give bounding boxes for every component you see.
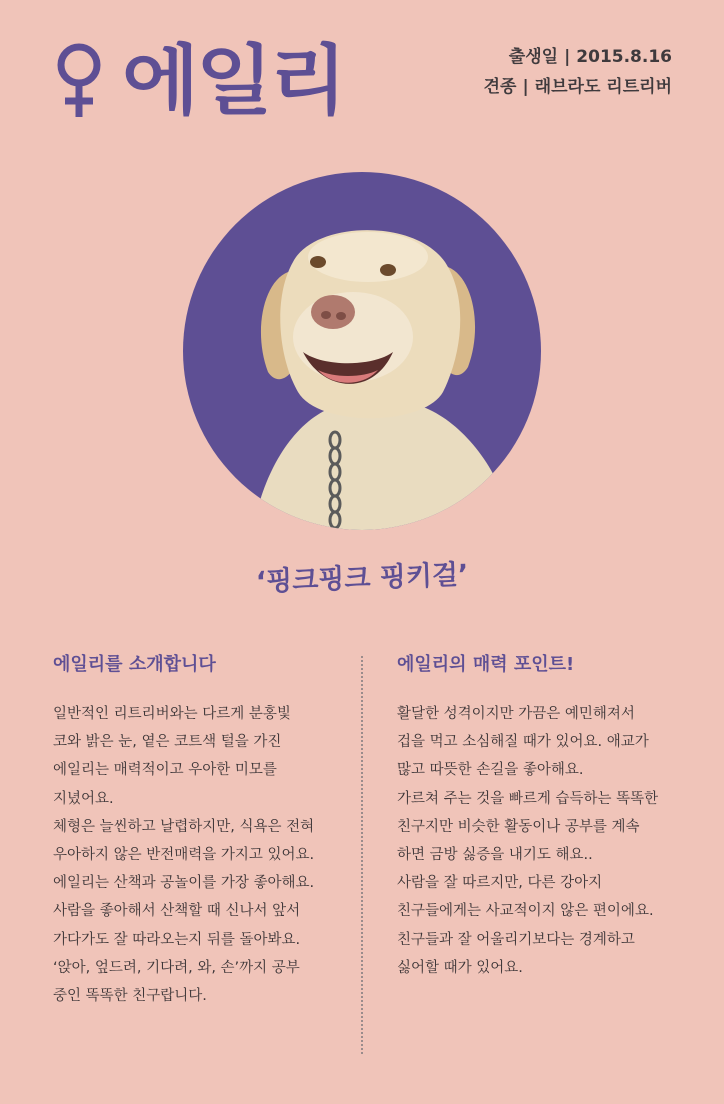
birth-value: 2015.8.16	[576, 47, 672, 67]
charm-heading: 에일리의 매력 포인트!	[397, 654, 575, 675]
charm-line: 겁을 먹고 소심해질 때가 있어요. 애교가	[397, 734, 649, 751]
nickname: ‘핑크핑크 핑키걸’	[255, 559, 469, 598]
intro-line: 에일리는 산책과 공놀이를 가장 좋아해요.	[53, 875, 315, 892]
intro-line: 중인 똑똑한 친구랍니다.	[53, 988, 207, 1005]
breed-value: 래브라도 리트리버	[534, 77, 672, 97]
intro-line: 가다가도 잘 따라오는지 뒤를 돌아봐요.	[53, 931, 301, 948]
birth-label: 출생일	[508, 47, 559, 67]
intro-line: 사람을 좋아해서 산책할 때 신나서 앞서	[53, 903, 301, 920]
profile-info	[484, 42, 672, 102]
title-group	[52, 36, 344, 126]
charm-section	[397, 650, 677, 982]
intro-line: 지녔어요.	[53, 790, 114, 807]
intro-section	[53, 650, 333, 1010]
dog-name-title: 에일리	[122, 36, 344, 125]
birth-row	[484, 42, 672, 72]
intro-line: 일반적인 리트리버와는 다르게 분홍빛	[53, 706, 291, 722]
charm-body	[397, 700, 677, 982]
column-divider	[361, 656, 363, 1054]
intro-line: 우아하지 않은 반전매력을 가지고 있어요.	[53, 847, 315, 864]
intro-line: 코와 밝은 눈, 옅은 코트색 털을 가진	[53, 734, 282, 751]
intro-line: 에일리는 매력적이고 우아한 미모를	[53, 762, 277, 779]
charm-line: 가르쳐 주는 것을 빠르게 습득하는 똑똑한	[397, 790, 659, 807]
charm-line: 하면 금방 싫증을 내기도 해요..	[397, 847, 593, 864]
breed-label: 견종	[483, 77, 517, 97]
charm-line: 친구지만 비슷한 활동이나 공부를 계속	[397, 818, 640, 835]
charm-line: 싫어할 때가 있어요.	[397, 959, 523, 976]
intro-body	[53, 700, 333, 1010]
female-symbol-icon	[52, 41, 106, 121]
charm-line: 친구들과 잘 어울리기보다는 경계하고	[397, 931, 635, 948]
intro-heading: 에일리를 소개합니다	[53, 654, 216, 675]
charm-line: 많고 따뜻한 손길을 좋아해요.	[397, 762, 584, 779]
breed-row	[484, 72, 672, 102]
separator: |	[564, 47, 571, 67]
dog-illustration	[183, 172, 541, 530]
dog-photo	[183, 172, 541, 530]
charm-line: 친구들에게는 사교적이지 않은 편이에요.	[397, 903, 654, 920]
intro-line: 체형은 늘씬하고 날렵하지만, 식욕은 전혀	[53, 818, 315, 835]
charm-line: 사람을 잘 따르지만, 다른 강아지	[397, 875, 603, 892]
intro-line: ‘앉아, 엎드려, 기다려, 와, 손’까지 공부	[53, 959, 300, 976]
separator: |	[522, 77, 529, 97]
charm-line: 활달한 성격이지만 가끔은 예민해져서	[397, 706, 635, 722]
